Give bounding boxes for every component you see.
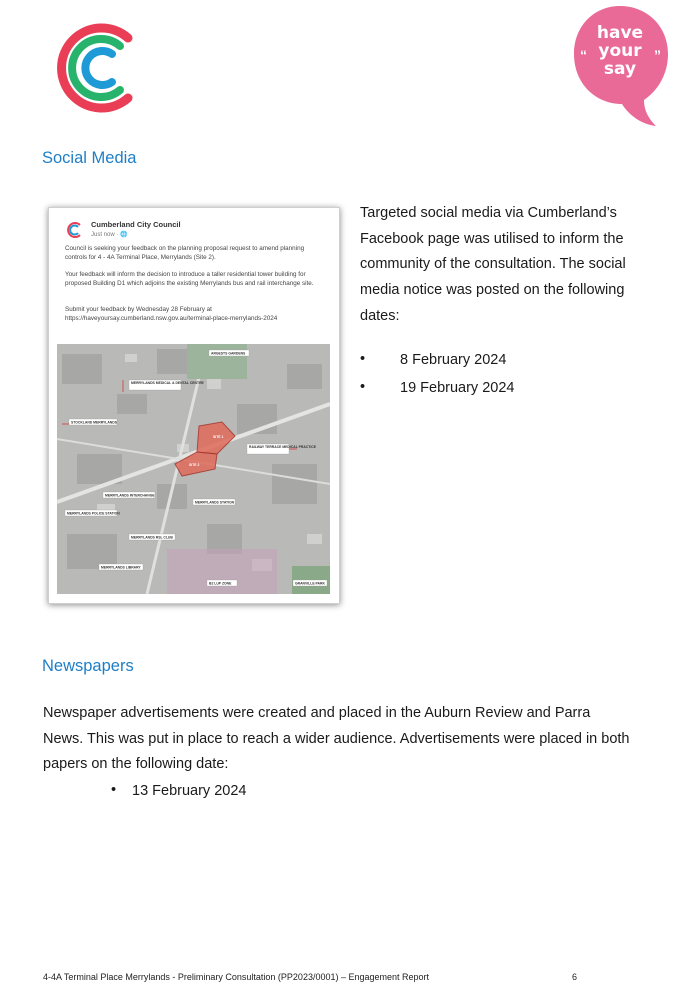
social-media-paragraph: Targeted social media via Cumberland’s Facebook page was utilised to inform the community of the consultation. The social media notice was posted on the following dates: — [360, 205, 626, 324]
date-bullet-3: 13 February 2024 — [132, 783, 247, 799]
date-bullet-2: 19 February 2024 — [400, 380, 515, 396]
newspapers-paragraph: Newspaper advertisements were created and placed in the Auburn Review and Parra News. This was put in place to reach a wider audience. Advertisements were placed in both papers on the following date: — [43, 705, 630, 773]
map-label-gardens: ARGESTS GARDENS — [211, 351, 246, 356]
map-label-granville: GRANVILLE PARK — [295, 581, 325, 586]
site-location-map — [57, 344, 330, 594]
have-your-say-badge — [572, 4, 674, 128]
map-label-medical: MERRYLANDS MEDICAL & DENTAL CENTRE — [131, 381, 204, 385]
map-label-rsl: MERRYLANDS RSL CLUB — [131, 535, 173, 540]
post-text-1: Council is seeking your feedback on the planning proposal request to amend planning controls for 4 - 4A Terminal Place, Merrylands (Site 2). — [65, 245, 305, 261]
post-text-2: Your feedback will inform the decision to introduce a taller residential tower building for proposed Building D1 which adjoins the existing Merrylands bus and rail interchange site. — [65, 271, 314, 287]
map-label-railway-terrace: RAILWAY TERRACE MEDICAL PRACTICE — [249, 445, 317, 449]
your-label: your — [598, 41, 642, 61]
map-label-interchange: MERRYLANDS INTERCHANGE — [105, 493, 155, 498]
social-media-heading: Social Media — [42, 149, 137, 167]
map-label-site2: SITE 2 — [189, 463, 200, 467]
map-label-police: MERRYLANDS POLICE STATION — [67, 511, 120, 516]
map-label-library: MERRYLANDS LIBRARY — [101, 565, 141, 570]
svg-text:”: ” — [654, 47, 661, 63]
globe-icon: 🌐 — [120, 232, 128, 238]
date-bullet-1: 8 February 2024 — [400, 352, 507, 368]
footer-text: 4-4A Terminal Place Merrylands - Preliminary Consultation (PP2023/0001) – Engagement Report — [43, 972, 430, 982]
bullet-dot-1: • — [360, 351, 366, 367]
facebook-post-card — [48, 207, 340, 604]
say-label: say — [603, 59, 637, 79]
cumberland-small-logo-icon — [65, 220, 83, 240]
post-text-3: Submit your feedback by Wednesday 28 February at https://haveyoursay.cumberland.nsw.gov.au/terminal-place-merrylands-2024 — [65, 306, 278, 322]
map-label-site1: SITE 1 — [213, 435, 224, 439]
page-number: 6 — [572, 972, 578, 982]
have-label: have — [596, 23, 644, 43]
map-label-station: MERRYLANDS STATION — [195, 500, 235, 505]
post-org-name: Cumberland City Council — [91, 220, 181, 229]
bullet-dot-3: • — [111, 782, 117, 798]
map-label-zone: B2 LUP ZONE — [209, 581, 232, 586]
svg-text:“: “ — [580, 47, 587, 63]
post-timestamp: Just now · 🌐 — [91, 232, 128, 238]
bullet-dot-2: • — [360, 379, 366, 395]
newspapers-heading: Newspapers — [42, 657, 134, 675]
cumberland-logo-icon — [48, 14, 140, 116]
map-label-stockland: STOCKLAND MERRYLANDS — [71, 420, 117, 425]
